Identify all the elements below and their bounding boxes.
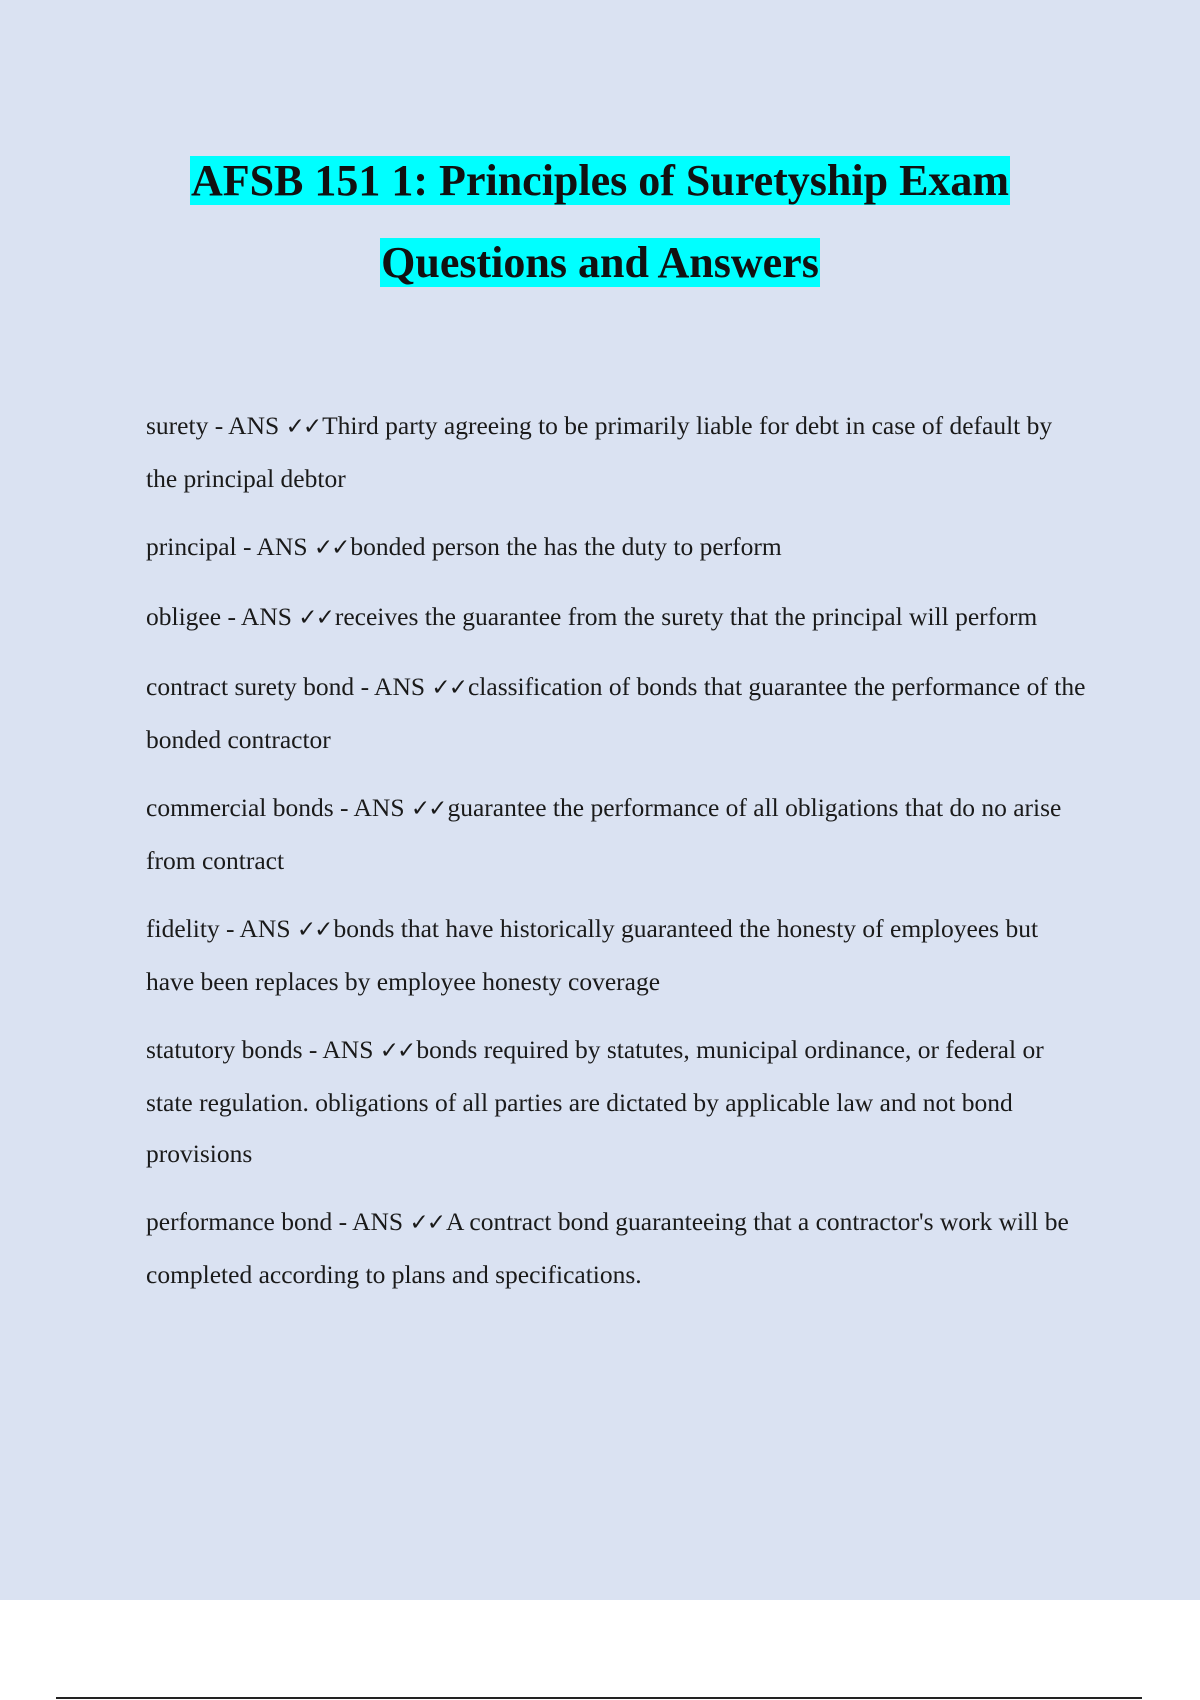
qa-separator: - (219, 914, 240, 943)
answer-marker: ANS (374, 672, 426, 701)
qa-answer: bonded person the has the duty to perform (350, 532, 782, 561)
qa-term: principal (146, 532, 237, 561)
answer-marker: ANS (322, 1035, 374, 1064)
answer-marker: ANS (256, 532, 308, 561)
qa-entry (146, 1196, 1086, 1300)
qa-separator: - (208, 411, 229, 440)
qa-entry (146, 591, 1086, 644)
page-title (0, 140, 1200, 304)
qa-answer: bonds required by statutes, municipal ordinance, or federal or state regulation. obligations of all parties are dictated by applicable law and not bond provisions (146, 1035, 1044, 1168)
checkmark-icon: ✓✓ (409, 1210, 444, 1236)
qa-entry (146, 400, 1086, 504)
checkmark-icon: ✓✓ (298, 605, 333, 631)
answer-marker: ANS (352, 1207, 404, 1236)
checkmark-icon: ✓✓ (296, 917, 332, 943)
answer-marker: ANS (240, 602, 292, 631)
qa-separator: - (236, 532, 257, 561)
qa-entry (146, 1024, 1086, 1179)
qa-list (146, 400, 1086, 1317)
qa-answer: receives the guarantee from the surety that the principal will perform (334, 602, 1038, 631)
qa-term: obligee (146, 602, 222, 631)
qa-answer: classification of bonds that guarantee the performance of the bonded contractor (146, 672, 1086, 754)
qa-entry (146, 661, 1086, 765)
qa-term: contract surety bond (146, 672, 355, 701)
checkmark-icon: ✓✓ (285, 414, 321, 440)
title-line-2: Questions and Answers (381, 238, 819, 287)
qa-answer: Third party agreeing to be primarily liable for debt in case of default by the principal debtor (146, 411, 1053, 493)
checkmark-icon: ✓✓ (313, 535, 349, 561)
qa-answer: A contract bond guaranteeing that a contractor's work will be completed according to plans and specifications. (146, 1207, 1069, 1289)
qa-answer: bonds that have historically guaranteed the honesty of employees but have been replaces by employee honesty coverage (146, 914, 1039, 996)
qa-term: surety (146, 411, 209, 440)
answer-marker: ANS (353, 793, 405, 822)
qa-entry (146, 782, 1086, 886)
qa-term: fidelity (146, 914, 220, 943)
qa-separator: - (302, 1035, 323, 1064)
checkmark-icon: ✓✓ (379, 1038, 415, 1064)
qa-separator: - (221, 602, 241, 631)
qa-separator: - (332, 1207, 353, 1236)
checkmark-icon: ✓✓ (410, 796, 446, 822)
qa-term: performance bond (146, 1207, 333, 1236)
answer-marker: ANS (239, 914, 291, 943)
qa-separator: - (333, 793, 354, 822)
qa-separator: - (354, 672, 375, 701)
qa-answer: guarantee the performance of all obligations that do no arise from contract (146, 793, 1062, 875)
qa-term: commercial bonds (146, 793, 334, 822)
footer-divider (56, 1697, 1142, 1699)
title-line-1: AFSB 151 1: Principles of Suretyship Exam (190, 156, 1010, 205)
answer-marker: ANS (228, 411, 280, 440)
checkmark-icon: ✓✓ (431, 675, 466, 701)
qa-entry (146, 903, 1086, 1007)
qa-term: statutory bonds (146, 1035, 303, 1064)
qa-entry (146, 521, 1086, 574)
